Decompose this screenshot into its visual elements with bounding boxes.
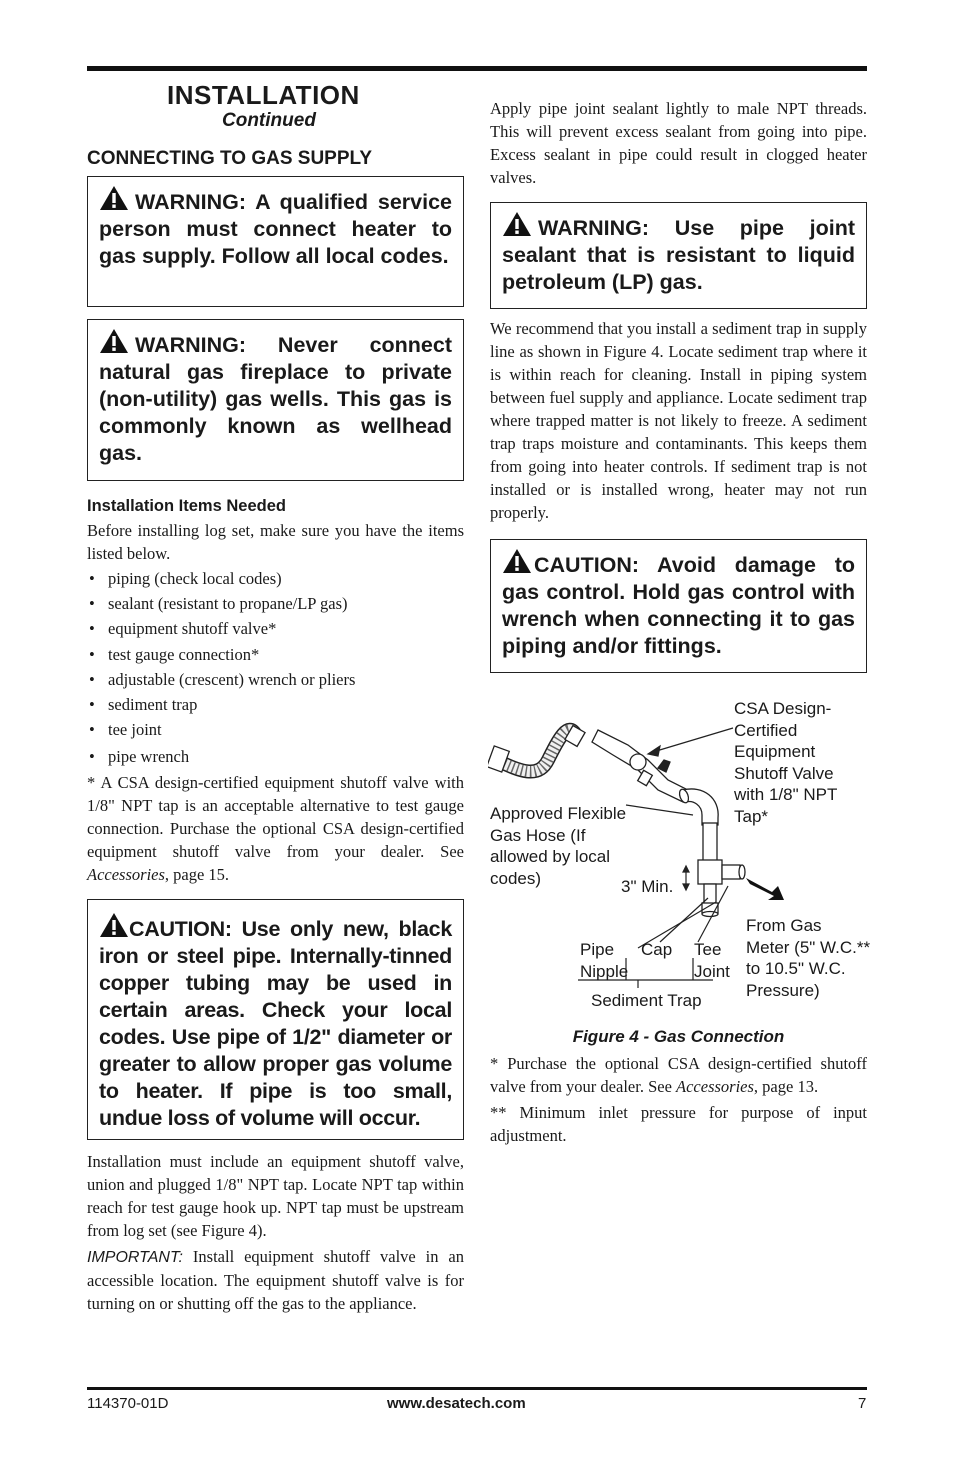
website-link[interactable]: www.desatech.com <box>387 1395 526 1412</box>
top-rule <box>87 66 867 71</box>
list-item: • test gauge connection* <box>87 643 464 668</box>
label-line: codes) <box>490 868 542 888</box>
doc-number: 114370-01D <box>87 1395 169 1412</box>
label-line: CSA Design- <box>734 699 832 718</box>
warning-text-wells: WARNING: Never connect natural gas fireplace to private (non-utility) gas wells. This gas is commonly known as wellhead gas. <box>99 333 452 465</box>
note-shutoff-valve <box>490 1052 867 1098</box>
label-line: Approved Flexible <box>490 804 627 823</box>
label-line: Pipe <box>580 940 615 959</box>
connecting-heading: CONNECTING TO GAS SUPPLY <box>87 148 373 169</box>
note-text-end: , page 13. <box>753 1077 819 1096</box>
warning-box-qualified <box>87 176 464 307</box>
items-heading: Installation Items Needed <box>87 497 286 515</box>
warning-box-wells <box>87 319 464 481</box>
list-item: • adjustable (crescent) wrench or pliers <box>87 668 464 693</box>
label-line: Gas Hose (If <box>490 825 586 845</box>
warning-icon <box>502 548 532 574</box>
accessories-ref: Accessories <box>87 865 165 884</box>
label-sediment-trap: Sediment Trap <box>591 991 702 1010</box>
label-3in-min: 3" Min. <box>621 877 674 896</box>
list-item: • sealant (resistant to propane/LP gas) <box>87 592 464 617</box>
label-cap: Cap <box>641 940 673 959</box>
para-installation: Installation must include an equipment shutoff valve, union and plugged 1/8" NPT tap. Locate NPT tap within reach for test gauge hook up. NPT tap must be upstream from log set (see Figure 4). <box>87 1152 464 1240</box>
bottom-rule <box>87 1387 867 1390</box>
caution-box-pipe <box>87 899 464 1140</box>
label-tee-joint <box>694 939 730 982</box>
list-item: • sediment trap <box>87 693 464 718</box>
warning-icon <box>99 912 129 938</box>
footnote-text: * A CSA design-certified equipment shutoff valve with 1/8" NPT tap is an acceptable alternative to test gauge connection. Purchase the optional CSA design-certified equipment shutoff valve from your dealer. See <box>87 773 464 861</box>
label-shutoff-valve <box>734 698 837 827</box>
warning-icon <box>99 328 129 354</box>
footnote-text-end: , page 15. <box>164 865 230 884</box>
footnote-valve <box>87 771 464 886</box>
warning-text-sealant: WARNING: Use pipe joint sealant that is resistant to liquid petroleum (LP) gas. <box>502 216 855 294</box>
caution-box-control <box>490 539 867 673</box>
label-line: Pressure) <box>746 980 820 1000</box>
items-list <box>87 567 464 771</box>
warning-box-sealant <box>490 202 867 309</box>
label-line: From Gas <box>746 916 822 935</box>
accessories-ref: Accessories <box>676 1077 754 1096</box>
label-line: Equipment <box>734 742 816 761</box>
list-item: • tee joint <box>87 718 464 743</box>
label-line: Meter (5" W.C.** <box>746 937 871 957</box>
label-line: allowed by local <box>490 847 611 866</box>
list-item: • piping (check local codes) <box>87 567 464 592</box>
label-line: Shutoff Valve <box>734 763 834 783</box>
label-line: Nipple <box>580 961 629 981</box>
items-intro: Before installing log set, make sure you have the items listed below. <box>87 521 464 563</box>
important-label: IMPORTANT: <box>87 1249 183 1266</box>
label-gas-meter <box>746 915 870 1001</box>
figure-caption: Figure 4 - Gas Connection <box>572 1027 785 1046</box>
caution-text-control: CAUTION: Avoid damage to gas control. Hold gas control with wrench when connecting it to gas piping and/or fittings. <box>502 553 855 658</box>
label-line: Certified <box>734 720 798 740</box>
section-heading <box>87 80 464 132</box>
para-sealant: Apply pipe joint sealant lightly to male NPT threads. This will prevent excess sealant from going into pipe. Excess sealant in pipe could result in clogged heater valves. <box>490 99 867 187</box>
list-item: • equipment shutoff valve* <box>87 617 464 642</box>
list-item: • pipe wrench <box>87 745 464 770</box>
label-line: Joint <box>694 961 730 981</box>
page-number: 7 <box>858 1395 867 1412</box>
important-text: Install equipment shutoff valve in an accessible location. The equipment shutoff valve is for turning on or shutting off the gas to the appliance. <box>87 1247 464 1313</box>
label-line: to 10.5" W.C. <box>746 959 846 978</box>
label-line: Tap* <box>734 806 769 826</box>
section-title: INSTALLATION <box>167 80 360 110</box>
section-continued: Continued <box>222 110 316 131</box>
label-flexible-hose <box>490 803 626 889</box>
warning-text-qualified: WARNING: A qualified service person must connect heater to gas supply. Follow all local codes. <box>99 190 452 268</box>
caution-text-pipe: CAUTION: Use only new, black iron or steel pipe. Internally-tinned copper tubing may be used in certain areas. Check your local codes. Use pipe of 1/2" diameter or greater to allow proper gas volume to heater. If pipe is too small, undue loss of volume will occur. <box>99 917 452 1130</box>
label-pipe-nipple <box>580 939 628 982</box>
para-important <box>87 1245 464 1315</box>
warning-icon <box>99 185 129 211</box>
note-inlet-pressure: ** Minimum inlet pressure for purpose of input adjustment. <box>490 1103 867 1145</box>
warning-icon <box>502 211 532 237</box>
para-sediment: We recommend that you install a sediment trap in supply line as shown in Figure 4. Locate sediment trap where it is within reach for cleaning. Install in piping system between fuel supply and appliance. Locate sediment trap where trapped matter is not likely to freeze. A sediment trap traps moisture and contaminants. This keeps them from going into heater controls. If sediment trap is not installed or is installed wrong, heater may not run properly. <box>490 319 867 522</box>
label-line: with 1/8" NPT <box>734 785 838 804</box>
note-text: * Purchase the optional CSA design-certified shutoff valve from your dealer. See <box>490 1054 867 1096</box>
label-line: Tee <box>694 940 722 959</box>
